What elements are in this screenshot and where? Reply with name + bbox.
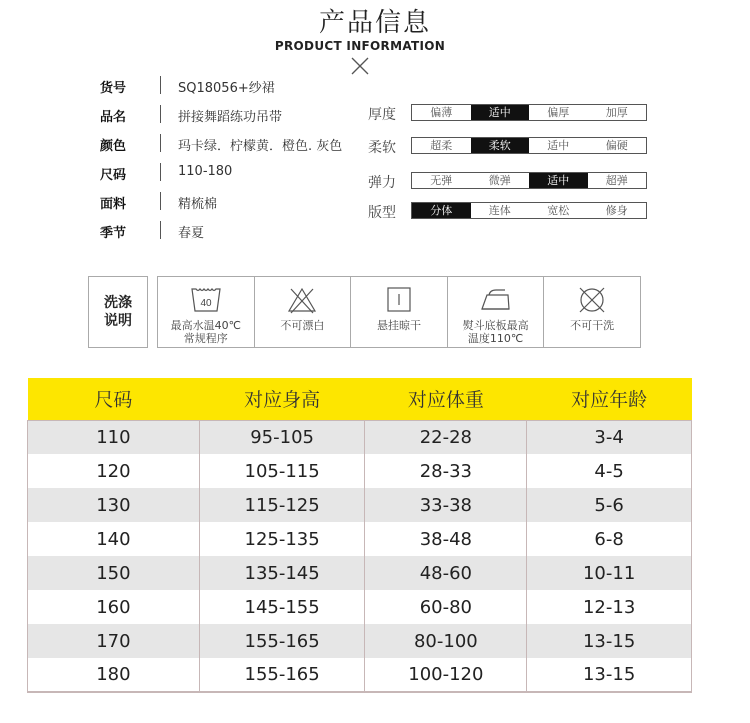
table-cell: 170 [28, 624, 200, 658]
info-key: 货号 [100, 81, 127, 96]
table-cell: 80-100 [365, 624, 527, 658]
care-text-line: 最高水温40℃ [170, 319, 241, 332]
care-instructions [88, 276, 641, 348]
attr-option: 超柔 [430, 139, 453, 152]
table-cell: 130 [28, 488, 200, 522]
info-key: 尺码 [100, 168, 127, 183]
divider [160, 76, 161, 94]
attr-option: 微弹 [488, 174, 511, 187]
care-text-line: 不可漂白 [280, 319, 325, 332]
attr-option: 超弹 [605, 174, 628, 187]
care-text-line: 常规程序 [183, 332, 228, 345]
info-value: 拼接舞蹈练功吊带 [178, 110, 283, 125]
attr-option: 修身 [605, 204, 628, 217]
table-cell: 105-115 [199, 454, 365, 488]
column-header: 对应年龄 [527, 378, 692, 420]
iron-icon [479, 285, 513, 315]
table-cell: 60-80 [365, 590, 527, 624]
table-cell: 125-135 [199, 522, 365, 556]
attr-row-thickness [368, 101, 658, 125]
table-cell: 120 [28, 454, 200, 488]
column-header: 尺码 [28, 378, 200, 420]
table-cell: 140 [28, 522, 200, 556]
attr-row-softness [368, 134, 658, 158]
care-cells [157, 276, 641, 348]
table-row [28, 556, 692, 590]
info-row-fabric [100, 190, 370, 214]
attr-label: 弹力 [368, 175, 396, 191]
wash-temp-label: 40 [200, 298, 212, 309]
table-cell: 38-48 [365, 522, 527, 556]
attr-option: 连体 [488, 204, 511, 217]
table-cell: 110 [28, 420, 200, 454]
hang-dry-icon [382, 285, 416, 315]
table-cell: 6-8 [527, 522, 692, 556]
care-item-iron [448, 277, 545, 347]
care-heading-line: 洗涤 [104, 295, 132, 311]
no-dry-clean-icon [575, 285, 609, 315]
care-text [280, 319, 324, 332]
attr-scale [411, 172, 647, 189]
attr-option: 加厚 [605, 106, 628, 119]
table-row [28, 590, 692, 624]
table-row [28, 420, 692, 454]
attr-option: 柔软 [471, 138, 530, 153]
attr-scale [411, 104, 647, 121]
table-row [28, 454, 692, 488]
care-item-bleach [255, 277, 352, 347]
care-text-line: 温度110℃ [467, 332, 524, 345]
care-heading [88, 276, 148, 348]
table-cell: 180 [28, 658, 200, 692]
care-text-line: 悬挂晾干 [376, 319, 421, 332]
table-cell: 13-15 [527, 624, 692, 658]
divider [160, 163, 161, 181]
attr-option: 无弹 [430, 174, 453, 187]
table-cell: 4-5 [527, 454, 692, 488]
care-heading-line: 说明 [104, 313, 132, 329]
attr-row-elasticity [368, 169, 658, 193]
attr-option: 宽松 [547, 204, 570, 217]
info-value: 玛卡绿．柠檬黄．橙色. 灰色 [178, 139, 343, 154]
table-cell: 48-60 [365, 556, 527, 590]
attr-label: 厚度 [368, 107, 396, 123]
size-table [27, 378, 692, 693]
info-key: 品名 [100, 110, 127, 125]
table-cell: 155-165 [199, 658, 365, 692]
table-cell: 22-28 [365, 420, 527, 454]
info-row-name [100, 103, 370, 127]
column-header: 对应身高 [199, 378, 365, 420]
page-subtitle: PRODUCT INFORMATION [274, 39, 446, 53]
care-text [463, 319, 529, 345]
attr-option: 偏厚 [547, 106, 570, 119]
table-cell: 13-15 [527, 658, 692, 692]
table-row [28, 624, 692, 658]
table-row [28, 658, 692, 692]
table-cell: 145-155 [199, 590, 365, 624]
table-cell: 3-4 [527, 420, 692, 454]
attr-scale [411, 202, 647, 219]
wash-40-icon [189, 285, 223, 315]
attr-option: 偏薄 [430, 106, 453, 119]
care-item-wash [158, 277, 255, 347]
table-cell: 135-145 [199, 556, 365, 590]
table-cell: 5-6 [527, 488, 692, 522]
divider [160, 105, 161, 123]
attr-label: 版型 [368, 205, 396, 221]
attr-scale [411, 137, 647, 154]
info-key: 季节 [100, 226, 127, 241]
column-header: 对应体重 [365, 378, 527, 420]
table-header-row [28, 378, 692, 420]
table-row [28, 522, 692, 556]
info-row-season [100, 219, 370, 243]
care-text [377, 319, 421, 332]
attr-option: 适中 [471, 105, 530, 120]
table-cell: 100-120 [365, 658, 527, 692]
attr-option: 适中 [529, 173, 588, 188]
attr-option: 偏硬 [605, 139, 628, 152]
info-value: SQ18056+纱裙 [178, 81, 275, 96]
attr-option: 分体 [412, 203, 471, 218]
table-cell: 28-33 [365, 454, 527, 488]
divider [160, 192, 161, 210]
divider [160, 221, 161, 239]
attr-label: 柔软 [368, 140, 396, 156]
info-value: 精梳棉 [178, 197, 218, 212]
info-row-color [100, 132, 370, 156]
close-icon [350, 56, 370, 76]
care-text [570, 319, 614, 332]
info-key: 颜色 [100, 139, 127, 154]
table-cell: 115-125 [199, 488, 365, 522]
attr-option: 适中 [547, 139, 570, 152]
page-title: 产品信息 [318, 8, 431, 38]
info-value: 春夏 [178, 226, 205, 241]
info-value: 110-180 [178, 164, 233, 179]
no-bleach-icon [285, 285, 319, 315]
table-cell: 160 [28, 590, 200, 624]
care-text [171, 319, 241, 345]
divider [160, 134, 161, 152]
table-cell: 12-13 [527, 590, 692, 624]
table-cell: 95-105 [199, 420, 365, 454]
table-cell: 33-38 [365, 488, 527, 522]
care-text-line: 不可干洗 [570, 319, 615, 332]
table-cell: 150 [28, 556, 200, 590]
table-cell: 10-11 [527, 556, 692, 590]
attr-row-fit [368, 199, 658, 223]
care-item-dry [351, 277, 448, 347]
table-row [28, 488, 692, 522]
info-row-item-no [100, 74, 370, 98]
care-item-dry-clean [544, 277, 640, 347]
care-text-line: 熨斗底板最高 [462, 319, 529, 332]
table-cell: 155-165 [199, 624, 365, 658]
info-row-size [100, 161, 370, 185]
info-key: 面料 [100, 197, 127, 212]
